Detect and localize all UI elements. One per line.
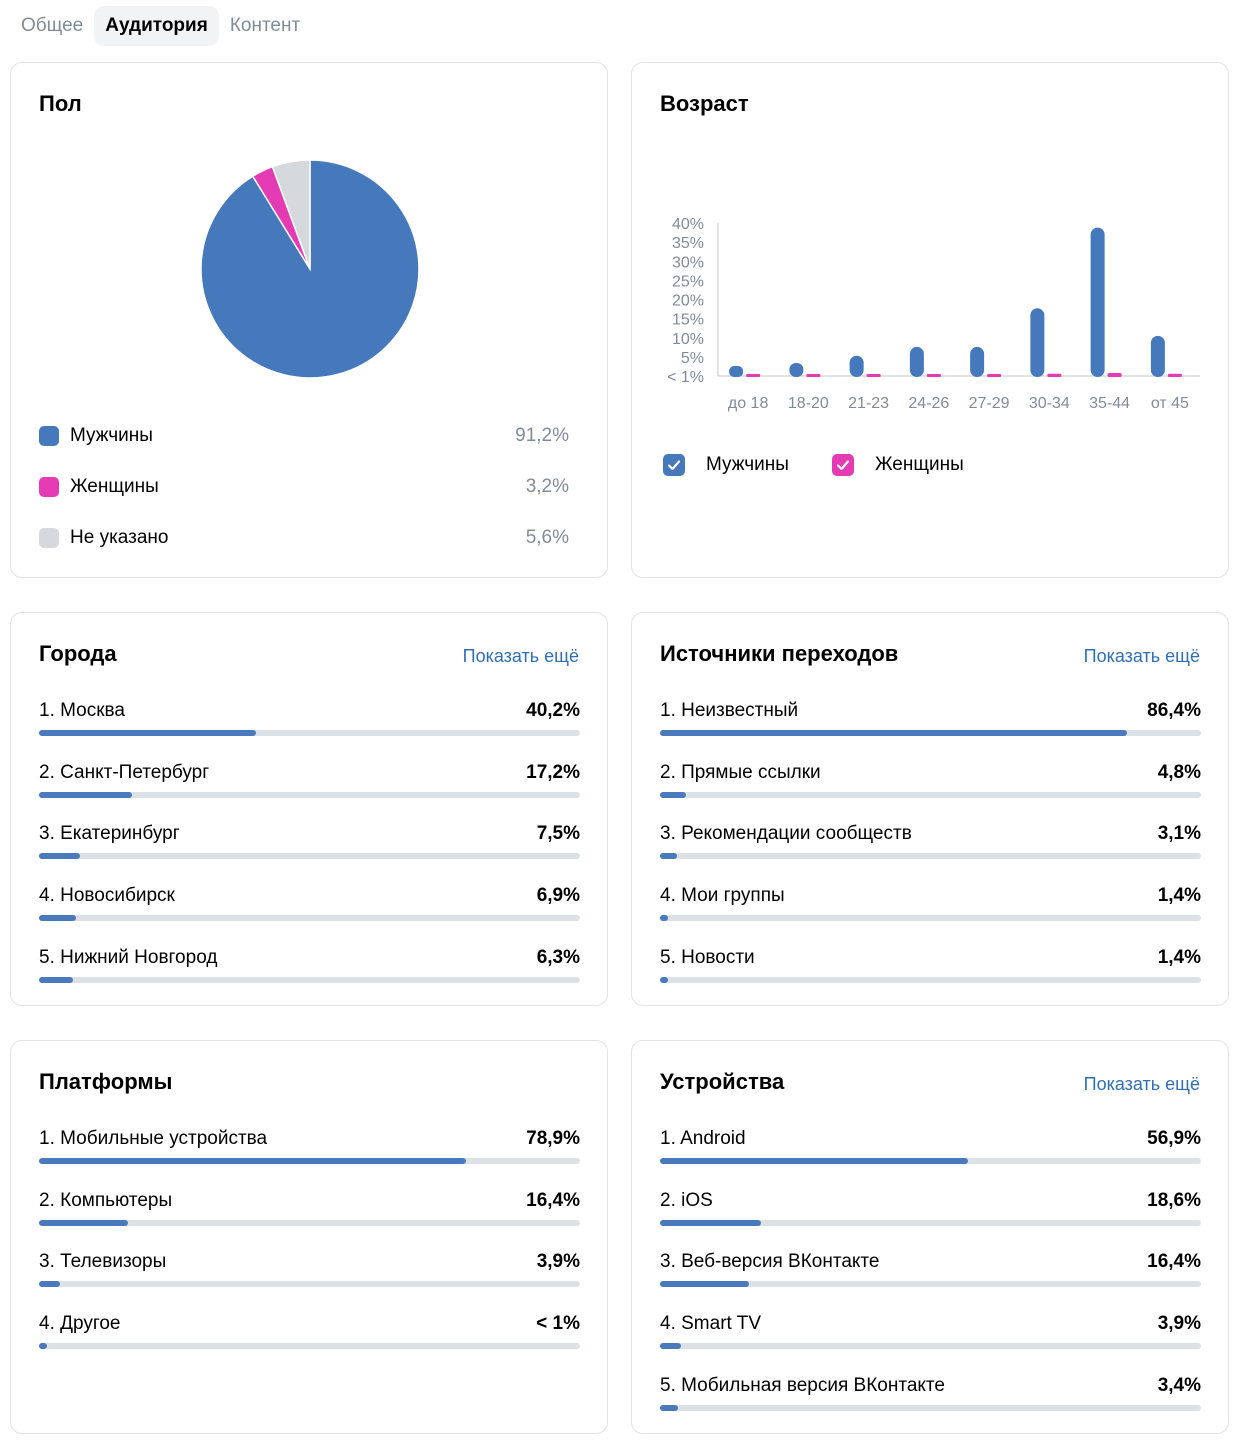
list-item-value: 6,3% [536, 946, 580, 968]
list-item-value: 6,9% [536, 885, 580, 907]
cities-show-more-link[interactable]: Показать ещё [462, 646, 579, 666]
list-item [660, 884, 1201, 924]
list-item-value: 3,4% [1157, 1374, 1201, 1396]
tab-content[interactable]: Контент [229, 15, 301, 36]
x-tick-label: 35-44 [1089, 395, 1131, 412]
progress-fill [660, 977, 668, 983]
progress-track [660, 1220, 1201, 1226]
list-item-label: 1. Неизвестный [660, 700, 799, 721]
y-tick-label: 35% [671, 235, 704, 253]
platforms-title: Платформы [39, 1069, 173, 1094]
cities-card [10, 612, 608, 1006]
bar-men [729, 366, 743, 377]
bar-women [867, 374, 881, 377]
progress-fill [660, 915, 668, 921]
age-title: Возраст [660, 91, 749, 116]
progress-track [39, 1343, 580, 1349]
progress-track [39, 730, 580, 736]
list-item-value: 78,9% [526, 1128, 580, 1149]
list-item-label: 3. Екатеринбург [39, 823, 180, 845]
sources-title: Источники переходов [660, 641, 899, 666]
age-legend-label: Женщины [875, 454, 964, 475]
bar-women [1108, 373, 1122, 377]
age-bar-chart [632, 143, 1202, 433]
progress-track [660, 915, 1201, 921]
list-item [660, 1312, 1201, 1352]
sources-card [631, 612, 1229, 1006]
bar-men [789, 363, 803, 377]
list-item-value: 40,2% [526, 700, 580, 721]
list-item [39, 946, 580, 986]
gender-card [10, 62, 608, 578]
y-tick-label: 25% [671, 273, 704, 291]
list-item [39, 699, 580, 739]
legend-value: 91,2% [515, 425, 569, 446]
legend-swatch-women [39, 477, 59, 497]
age-legend-label: Мужчины [706, 454, 789, 475]
bar-women [806, 374, 820, 377]
list-item [660, 822, 1201, 862]
bar-men [850, 356, 864, 377]
list-item [660, 1374, 1201, 1414]
list-item-label: 2. Санкт-Петербург [39, 761, 210, 783]
list-item-label: 4. Мои группы [660, 885, 785, 907]
progress-track [39, 792, 580, 798]
progress-track [39, 1158, 580, 1164]
list-item-value: 56,9% [1147, 1128, 1201, 1149]
progress-track [39, 977, 580, 983]
progress-fill [39, 853, 80, 859]
gender-pie-chart [200, 159, 420, 379]
age-card [631, 62, 1229, 578]
legend-item-men [39, 424, 569, 448]
y-tick-label: 15% [671, 311, 704, 329]
progress-track [39, 1220, 580, 1226]
x-tick-label: 27-29 [968, 395, 1010, 412]
list-item-label: 4. Новосибирск [39, 885, 175, 907]
list-item-label: 3. Телевизоры [39, 1251, 167, 1273]
progress-fill [39, 977, 73, 983]
x-tick-label: 24-26 [908, 395, 950, 412]
progress-track [39, 915, 580, 921]
devices-show-more-link[interactable]: Показать ещё [1083, 1074, 1200, 1094]
y-tick-label: 20% [671, 292, 704, 310]
progress-fill [39, 1343, 47, 1349]
progress-fill [660, 730, 1127, 736]
progress-fill [660, 1220, 761, 1226]
progress-fill [660, 792, 686, 798]
list-item-label: 1. Москва [39, 700, 125, 721]
bar-men [970, 347, 984, 377]
devices-card [631, 1040, 1229, 1434]
bar-men [1091, 228, 1105, 377]
list-item-value: 18,6% [1147, 1189, 1201, 1211]
list-item [660, 761, 1201, 801]
progress-track [39, 1281, 580, 1287]
progress-fill [39, 1158, 466, 1164]
list-item [39, 1312, 580, 1352]
list-item [39, 1127, 580, 1167]
sources-show-more-link[interactable]: Показать ещё [1083, 646, 1200, 666]
checkmark-icon [835, 457, 851, 473]
progress-track [660, 1405, 1201, 1411]
y-tick-label: 10% [671, 330, 704, 348]
progress-track [660, 1281, 1201, 1287]
progress-fill [660, 1343, 681, 1349]
list-item-value: 17,2% [526, 761, 580, 783]
list-item-value: 4,8% [1157, 761, 1201, 783]
tab-bar [10, 6, 311, 46]
progress-fill [39, 730, 256, 736]
bar-women [1047, 374, 1061, 377]
progress-track [660, 792, 1201, 798]
list-item [660, 699, 1201, 739]
progress-track [660, 1343, 1201, 1349]
list-item [39, 884, 580, 924]
legend-item-women [39, 475, 569, 499]
list-item-label: 5. Мобильная версия ВКонтакте [660, 1374, 945, 1396]
progress-track [660, 853, 1201, 859]
legend-value: 5,6% [525, 527, 569, 548]
list-item [660, 1127, 1201, 1167]
tab-general[interactable]: Общее [21, 15, 84, 36]
progress-track [660, 1158, 1201, 1164]
bar-women [1168, 374, 1182, 377]
x-tick-label: 18-20 [787, 395, 829, 412]
list-item [660, 1189, 1201, 1229]
list-item-value: 1,4% [1157, 885, 1201, 907]
checkbox-men[interactable] [663, 454, 685, 476]
list-item-value: 3,1% [1157, 823, 1201, 845]
bar-men [1030, 308, 1044, 377]
list-item [39, 761, 580, 801]
list-item-label: 3. Веб-версия ВКонтакте [660, 1251, 880, 1273]
legend-label: Не указано [70, 527, 169, 548]
legend-label: Мужчины [70, 425, 153, 446]
list-item-value: 16,4% [1147, 1251, 1201, 1273]
y-tick-label: < 1% [667, 369, 704, 386]
legend-item-unknown [39, 526, 569, 550]
bar-men [1151, 336, 1165, 377]
progress-track [660, 730, 1201, 736]
progress-track [660, 977, 1201, 983]
y-tick-label: 30% [671, 254, 704, 272]
list-item-value: 86,4% [1147, 700, 1201, 721]
list-item-label: 5. Нижний Новгород [39, 946, 218, 968]
list-item-label: 3. Рекомендации сообществ [660, 823, 912, 845]
checkmark-icon [666, 457, 682, 473]
y-tick-label: 5% [680, 349, 704, 367]
list-item-label: 2. iOS [660, 1189, 713, 1211]
tab-audience[interactable]: Аудитория [94, 6, 219, 46]
list-item [39, 822, 580, 862]
progress-fill [39, 915, 76, 921]
list-item-label: 2. Компьютеры [39, 1189, 173, 1211]
legend-label: Женщины [70, 476, 159, 497]
x-tick-label: от 45 [1150, 395, 1189, 412]
x-tick-label: 21-23 [848, 395, 890, 412]
list-item-label: 1. Мобильные устройства [39, 1128, 268, 1149]
progress-fill [39, 1281, 60, 1287]
legend-swatch-unknown [39, 528, 59, 548]
progress-fill [39, 792, 132, 798]
progress-fill [660, 1281, 749, 1287]
cities-title: Города [39, 641, 117, 666]
x-tick-label: 30-34 [1028, 395, 1070, 412]
list-item-value: < 1% [536, 1313, 580, 1335]
progress-fill [660, 1158, 968, 1164]
checkbox-women[interactable] [832, 454, 854, 476]
bar-women [987, 374, 1001, 377]
bar-men [910, 347, 924, 377]
list-item [39, 1189, 580, 1229]
list-item [660, 1250, 1201, 1290]
list-item-label: 2. Прямые ссылки [660, 761, 821, 783]
progress-fill [660, 1405, 678, 1411]
y-tick-label: 40% [671, 216, 704, 233]
list-item-label: 4. Smart TV [660, 1313, 762, 1335]
legend-value: 3,2% [525, 476, 569, 497]
bar-women [927, 374, 941, 377]
list-item-value: 1,4% [1157, 946, 1201, 968]
list-item-value: 3,9% [1157, 1313, 1201, 1335]
list-item-value: 7,5% [536, 823, 580, 845]
list-item-value: 16,4% [526, 1189, 580, 1211]
bar-women [746, 374, 760, 377]
list-item-label: 5. Новости [660, 946, 755, 968]
progress-fill [39, 1220, 128, 1226]
gender-title: Пол [39, 91, 82, 116]
progress-fill [660, 853, 677, 859]
list-item [660, 946, 1201, 986]
devices-title: Устройства [660, 1069, 785, 1094]
list-item-label: 4. Другое [39, 1313, 121, 1335]
legend-swatch-men [39, 426, 59, 446]
progress-track [39, 853, 580, 859]
list-item-value: 3,9% [536, 1251, 580, 1273]
list-item [39, 1250, 580, 1290]
platforms-card [10, 1040, 608, 1434]
list-item-label: 1. Android [660, 1128, 746, 1149]
x-tick-label: до 18 [727, 395, 769, 412]
